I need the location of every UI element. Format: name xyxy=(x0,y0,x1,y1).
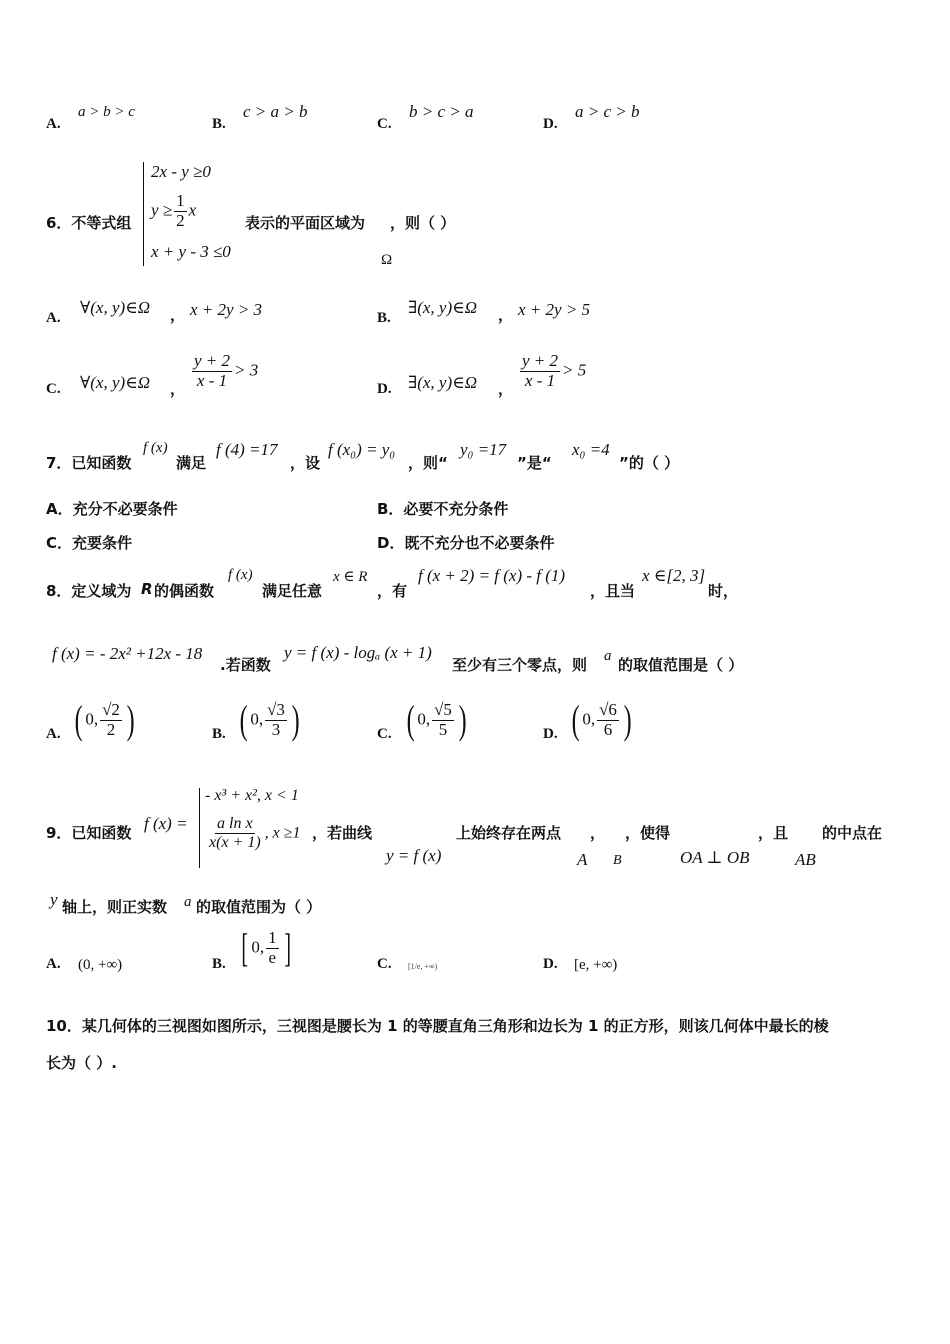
q9-ab: AB xyxy=(795,850,816,869)
q8-text-3: 满足任意 xyxy=(262,582,323,600)
q6-option-c-label: C. xyxy=(46,381,61,397)
q6-option-b-sep: ， xyxy=(498,306,514,324)
q8-fx-def: f (x) = - 2x² +12x - 18 xyxy=(52,644,203,663)
q9-piece-1: - x³ + x², x < 1 xyxy=(205,787,299,804)
q7-text-4: ，则“ xyxy=(408,454,448,472)
q5-option-a-label: A. xyxy=(46,116,61,132)
q8-text-4: ，有 xyxy=(377,582,408,600)
q8-y-function: y = f (x) - logₐ (x + 1) xyxy=(284,643,432,662)
q6-option-a-expr: x + 2y > 3 xyxy=(190,300,263,319)
q6-omega: Ω xyxy=(381,252,393,268)
q8-R: R xyxy=(141,580,153,598)
q9-text-7: 轴上，则正实数 xyxy=(62,898,168,916)
q7-option-a: A．充分不必要条件 xyxy=(46,500,178,518)
q7-condition: f (4) =17 xyxy=(216,440,278,459)
q6-suffix: ，则（ ） xyxy=(390,214,456,232)
q8-option-b: ( 0, $\frac{√3}{3}$ ) xyxy=(239,697,300,742)
q9-text-8: 的取值范围为（ ） xyxy=(196,898,322,916)
q8-x-in-R: x ∈ R xyxy=(333,569,368,585)
q9-text-5: ，且 xyxy=(758,824,789,842)
q9-text-1: 9．已知函数 xyxy=(46,824,132,842)
q9-option-c: [1/e, +∞) xyxy=(408,962,438,971)
q6-option-a-label: A. xyxy=(46,310,61,326)
q6-option-a-quantifier: ∀(x, y)∈Ω xyxy=(80,298,151,317)
q6-option-b-expr: x + 2y > 5 xyxy=(518,300,591,319)
q6-option-b-label: B. xyxy=(377,310,391,326)
q8-option-c-label: C. xyxy=(377,726,392,742)
q5-option-b: c > a > b xyxy=(243,102,308,121)
q9-option-d-label: D. xyxy=(543,956,558,972)
q8-text-8: 至少有三个零点，则 xyxy=(452,656,588,674)
q9-text-4: ，使得 xyxy=(625,824,671,842)
q9-piece-2: $\frac{\text{a ln x}}{x(x + 1)}$ , x ≥1 xyxy=(209,815,301,851)
q9-text-3: 上始终存在两点 xyxy=(456,824,562,842)
q8-text-5: ，且当 xyxy=(590,582,636,600)
q7-definition: f (x₀) = y₀ xyxy=(328,440,396,459)
q8-text-6: 时， xyxy=(708,582,739,600)
q6-system-line2: y ≥ $\frac{1}{2}$ x xyxy=(151,191,197,230)
q9-curve: y = f (x) xyxy=(386,846,442,865)
q7-option-b: B．必要不充分条件 xyxy=(377,500,509,518)
q9-perpendicular: OA ⊥ OB xyxy=(680,848,750,867)
q6-option-c-quantifier: ∀(x, y)∈Ω xyxy=(80,373,151,392)
q8-text-7: .若函数 xyxy=(220,656,271,674)
q9-option-a-label: A. xyxy=(46,956,61,972)
q8-text-1: 8．定义域为 xyxy=(46,582,132,600)
q9-fx: f (x) = xyxy=(144,814,188,833)
q6-option-d-label: D. xyxy=(377,381,392,397)
q9-point-b: B xyxy=(613,853,622,868)
q6-option-c-sep: ， xyxy=(170,380,186,398)
q8-text-2: 的偶函数 xyxy=(154,582,215,600)
q7-option-c: C．充要条件 xyxy=(46,534,133,552)
q9-option-c-label: C. xyxy=(377,956,392,972)
q6-option-c-fraction: $\frac{y + 2}{x - 1}$ > 3 xyxy=(194,351,259,390)
q8-a: a xyxy=(604,648,612,664)
q7-text-6: ”的（ ） xyxy=(619,454,680,472)
q8-equation: f (x + 2) = f (x) - f (1) xyxy=(418,566,566,585)
q7-text-3: ，设 xyxy=(290,454,321,472)
q8-text-9: 的取值范围是（ ） xyxy=(618,656,744,674)
q9-option-d: [e, +∞) xyxy=(574,957,618,973)
q7-text-5: ”是“ xyxy=(517,454,552,472)
q7-text-2: 满足 xyxy=(176,454,207,472)
q8-option-a: ( 0, $\frac{√2}{2}$ ) xyxy=(74,697,135,742)
q9-option-b: [ 0, $\frac{1}{e}$ ] xyxy=(241,925,291,970)
q8-domain: x ∈[2, 3] xyxy=(642,566,706,585)
q9-y: y xyxy=(50,890,58,909)
q8-fx: f (x) xyxy=(228,567,253,583)
q8-option-d-label: D. xyxy=(543,726,558,742)
q6-middle-text: 表示的平面区域为 xyxy=(245,214,366,232)
q6-option-d-fraction: $\frac{y + 2}{x - 1}$ > 5 xyxy=(522,351,587,390)
q9-comma: ， xyxy=(590,824,606,842)
q9-a: a xyxy=(184,894,192,910)
q6-system-line3: x + y - 3 ≤0 xyxy=(151,242,231,261)
q6-option-d-sep: ， xyxy=(498,380,514,398)
q10-line-1: 10．某几何体的三视图如图所示，三视图是腰长为 1 的等腰直角三角形和边长为 1 的正方形，则该几何体中最长的棱 xyxy=(46,1017,829,1035)
q6-option-d-quantifier: ∃(x, y)∈Ω xyxy=(408,373,478,392)
q6-system-line1: 2x - y ≥0 xyxy=(151,162,211,181)
q5-option-d: a > c > b xyxy=(575,102,640,121)
q10-line-2: 长为（ ）. xyxy=(46,1054,117,1072)
q7-y0: y₀ =17 xyxy=(460,440,507,459)
q5-option-c-label: C. xyxy=(377,116,392,132)
q8-option-d: ( 0, $\frac{√6}{6}$ ) xyxy=(571,697,632,742)
q9-text-2: ，若曲线 xyxy=(312,824,373,842)
q9-point-a: A xyxy=(577,850,588,869)
q7-text-1: 7．已知函数 xyxy=(46,454,132,472)
q7-option-d: D．既不充分也不必要条件 xyxy=(377,534,555,552)
q6-prefix: 6．不等式组 xyxy=(46,214,132,232)
q5-option-c: b > c > a xyxy=(409,102,474,121)
q8-option-a-label: A. xyxy=(46,726,61,742)
q5-option-a: a > b > c xyxy=(78,104,135,120)
q6-option-b-quantifier: ∃(x, y)∈Ω xyxy=(408,298,478,317)
q9-option-b-label: B. xyxy=(212,956,226,972)
q5-option-d-label: D. xyxy=(543,116,558,132)
q9-option-a: (0, +∞) xyxy=(78,957,123,973)
q6-option-a-sep: ， xyxy=(170,306,186,324)
q7-x0: x₀ =4 xyxy=(572,440,610,459)
q8-option-c: ( 0, $\frac{√5}{5}$ ) xyxy=(406,697,467,742)
q8-option-b-label: B. xyxy=(212,726,226,742)
q5-option-b-label: B. xyxy=(212,116,226,132)
q9-text-6: 的中点在 xyxy=(822,824,883,842)
q7-fx: f (x) xyxy=(143,440,168,456)
